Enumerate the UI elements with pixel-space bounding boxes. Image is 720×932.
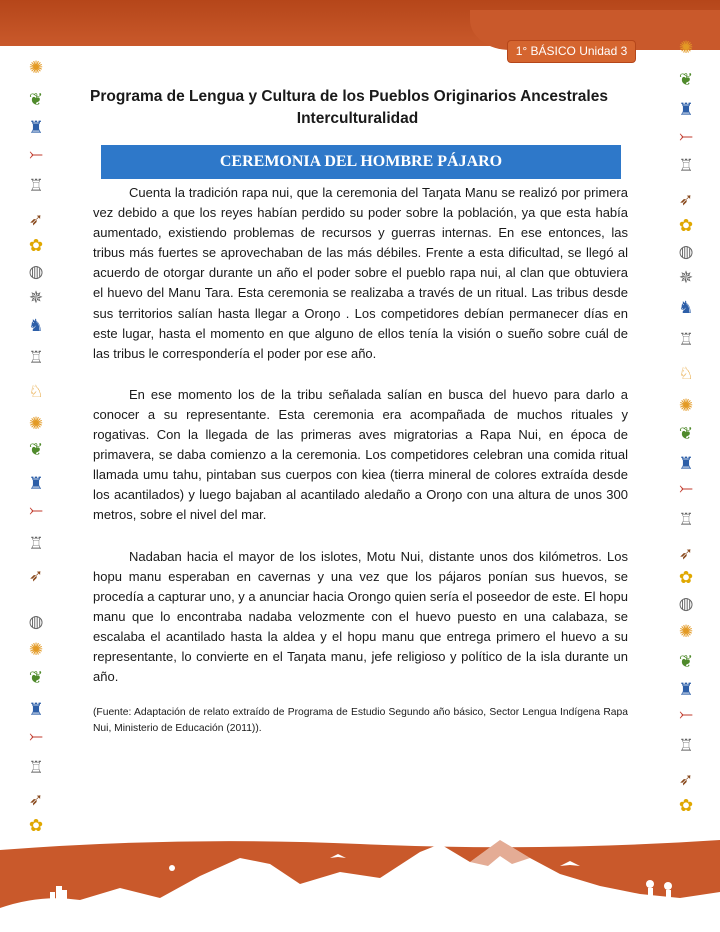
totem-icon: ♖ (678, 510, 694, 529)
lizard-icon: ❦ (678, 652, 694, 671)
lizard-icon: ❦ (28, 90, 44, 109)
bird-icon: ➶ (678, 544, 694, 563)
totem-icon: ♖ (28, 176, 44, 195)
totem-icon: ♖ (678, 330, 694, 349)
figure-icon: ♜ (678, 454, 694, 473)
sun-icon: ✺ (28, 58, 44, 77)
fox-icon: ⤚ (29, 144, 43, 163)
figure-icon: ♜ (28, 474, 44, 493)
source-citation: (Fuente: Adaptación de relato extraído de Programa de Estudio Segundo año básico, Sector Lengua Indígena Rapa Nui, Ministerio de Educación (2011)). (93, 707, 628, 735)
story-body (93, 183, 628, 758)
flower-icon: ✿ (678, 216, 694, 235)
sun-icon: ✺ (678, 38, 694, 57)
grade-tag: 1° BÁSICO Unidad 3 (507, 40, 636, 63)
totem-icon: ♖ (678, 156, 694, 175)
drum-icon: ◍ (678, 242, 694, 261)
sun-icon: ✺ (678, 622, 694, 641)
flower-icon: ✿ (678, 796, 694, 815)
flower-icon: ✿ (28, 816, 44, 835)
paragraph: Nadaban hacia el mayor de los islotes, Motu Nui, distante unos dos kilómetros. Los hopu manu esperaban en cavernas y una vez que los pájaros ponían sus huevos, se procedía a capturar uno, y a anunciar hacia Orongo quien sería el poseedor de este. El hopu manu que lo encontraba nadaba velozmente con el huevo puesto en una calabaza, se escalaba el acantilado hasta la aldea y el hopu manu que entrega primero el huevo a su representante, lo convierte en el Taŋata manu, jefe religioso y político de la isla durante un año. (93, 548, 628, 685)
bird-icon: ➶ (28, 790, 44, 809)
bird-icon: ➶ (28, 566, 44, 585)
llama-icon: ♘ (678, 364, 694, 383)
sunburst-icon: ✵ (28, 288, 44, 307)
figure-icon: ♜ (678, 100, 694, 119)
section-banner: CEREMONIA DEL HOMBRE PÁJARO (101, 145, 621, 179)
fox-icon: ⤚ (679, 704, 693, 723)
sun-icon: ✺ (678, 396, 694, 415)
lizard-icon: ❦ (678, 70, 694, 89)
llama-icon: ♘ (28, 382, 44, 401)
lizard-icon: ❦ (678, 424, 694, 443)
landscape-silhouette-illustration (0, 828, 720, 932)
totem-icon: ♖ (28, 534, 44, 553)
mask-icon: ♞ (28, 316, 44, 335)
bird-icon: ➶ (28, 210, 44, 229)
totem-icon: ♖ (28, 348, 44, 367)
sun-icon: ✺ (28, 414, 44, 433)
fox-icon: ⤚ (679, 126, 693, 145)
lizard-icon: ❦ (28, 440, 44, 459)
figure-icon: ♜ (28, 700, 44, 719)
paragraph: Cuenta la tradición rapa nui, que la ceremonia del Taŋata Manu se realizó por primera vez debido a que los reyes habían perdido su poder sobre la población, ya que esta había aumentado, existiendo problemas de recursos y guerras internas. En ese entonces, las tribus más fuertes se aprovechaban de las más débiles. Frente a esta dificultad, se llegó al acuerdo de otorgar durante un año el poder sobre el pueblo rapa nui, al clan que obtuviera el huevo del Manu Tara. Esta ceremonia se realizaba a través de un ritual. Las tribus desde sus territorios salían hasta llegar a Oroŋo . Los competidores debían permanecer días en este lugar, hasta el momento en que alguno de ellos tenía la visión o sueño sobre cuál de las tribus le correspondería el poder por ese año. (93, 185, 628, 361)
drum-icon: ◍ (28, 612, 44, 631)
figure-icon: ♜ (678, 680, 694, 699)
flower-icon: ✿ (678, 568, 694, 587)
document-title (90, 86, 625, 130)
bird-icon: ➶ (678, 770, 694, 789)
fox-icon: ⤚ (679, 478, 693, 497)
right-icon-column (666, 0, 706, 840)
fox-icon: ⤚ (29, 726, 43, 745)
flower-icon: ✿ (28, 236, 44, 255)
mask-icon: ♞ (678, 298, 694, 317)
sun-icon: ✺ (28, 640, 44, 659)
program-subtitle: Interculturalidad (296, 110, 419, 127)
totem-icon: ♖ (28, 758, 44, 777)
totem-icon: ♖ (678, 736, 694, 755)
fox-icon: ⤚ (29, 500, 43, 519)
drum-icon: ◍ (678, 594, 694, 613)
program-title: Programa de Lengua y Cultura de los Pueblos Originarios Ancestrales (90, 88, 608, 105)
lizard-icon: ❦ (28, 668, 44, 687)
drum-icon: ◍ (28, 262, 44, 281)
bird-icon: ➶ (678, 190, 694, 209)
left-icon-column (16, 0, 56, 840)
sunburst-icon: ✵ (678, 268, 694, 287)
paragraph: En ese momento los de la tribu señalada salían en busca del huevo para darlo a conocer a su representante. Esta ceremonia era acompañada de muchos rituales y rogativas. Con la llegada de las primeras aves migratorias a Rapa Nui, en época de primavera, se daba comienzo a la ceremonia. Los competidores celebran una comida ritual llamada umu tahu, pintaban sus cuerpos con kiea (tierra mineral de colores extraída desde los acantilados) y luego bajaban al acantilado aledaño a Oroŋo con una altura de unos 300 metros, sobre el nivel del mar. (93, 386, 628, 523)
figure-icon: ♜ (28, 118, 44, 137)
